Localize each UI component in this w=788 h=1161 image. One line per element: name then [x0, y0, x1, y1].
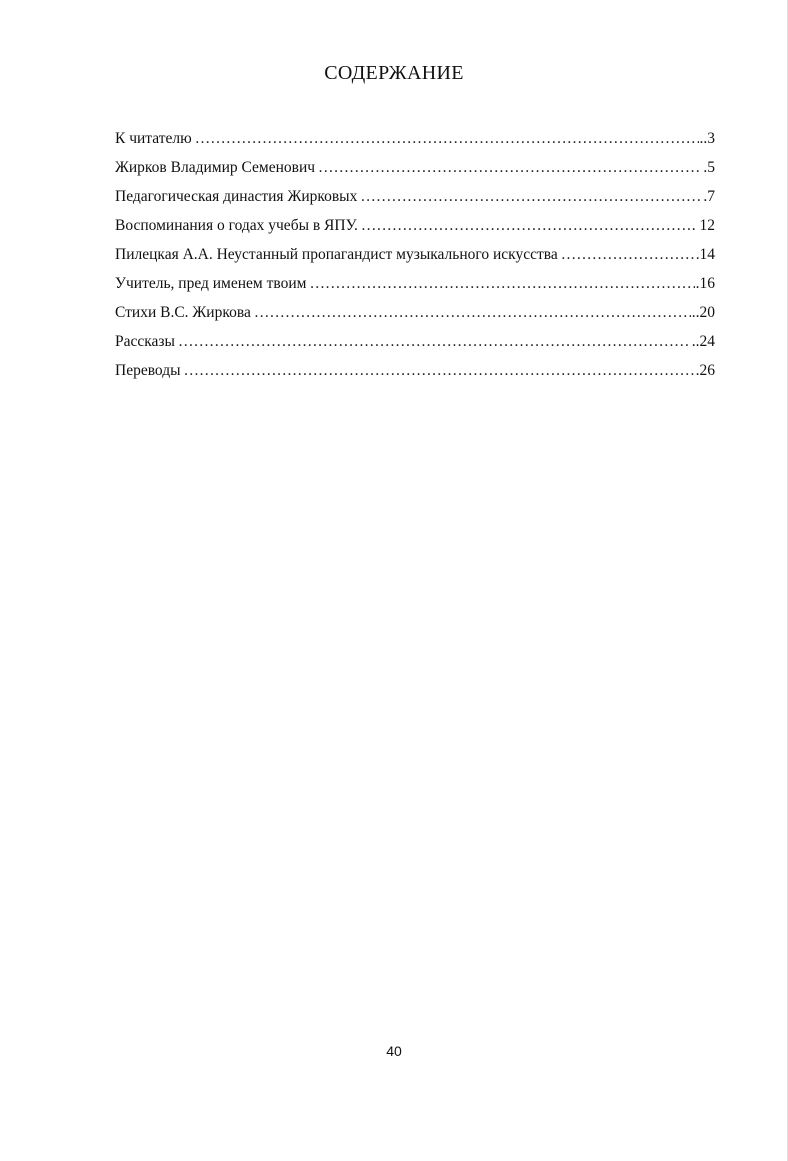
toc-leader-dots	[184, 356, 695, 385]
toc-leader-dots	[254, 298, 691, 327]
toc-entry-page: ..24	[691, 333, 715, 350]
toc-entry	[115, 211, 715, 240]
toc-entry-title: Переводы	[115, 362, 181, 379]
toc-leader-dots	[360, 182, 702, 211]
toc-entry-page: .7	[703, 188, 715, 205]
toc-entry	[115, 356, 715, 385]
toc-entry-title: Воспоминания о годах учебы в ЯПУ.	[115, 217, 358, 234]
toc-entry-page: .5	[703, 159, 715, 176]
toc-entry	[115, 240, 715, 269]
toc-leader-dots	[195, 124, 699, 153]
toc-leader-dots	[178, 327, 691, 356]
toc-entry-title: К читателю	[115, 130, 192, 147]
toc-entry-page: .16	[695, 275, 715, 292]
toc-entry-title: Педагогическая династия Жирковых	[115, 188, 358, 205]
toc-entry-page: .26	[695, 362, 715, 379]
toc-entry	[115, 153, 715, 182]
page-number: 40	[386, 1043, 402, 1059]
toc-heading: СОДЕРЖАНИЕ	[324, 62, 464, 84]
toc-entry-page: . 12	[691, 217, 715, 234]
toc-entry	[115, 269, 715, 298]
toc-entry-title: Стихи В.С. Жиркова	[115, 304, 251, 321]
toc-entry-page: ..20	[691, 304, 715, 321]
toc-entry	[115, 327, 715, 356]
toc-entry	[115, 182, 715, 211]
toc-entry-page: ..3	[699, 130, 715, 147]
toc-leader-dots	[309, 269, 694, 298]
toc-entry-title: Учитель, пред именем твоим	[115, 275, 307, 292]
toc-entry-title: Рассказы	[115, 333, 175, 350]
table-of-contents	[115, 124, 715, 385]
toc-leader-dots	[561, 240, 699, 269]
toc-entry-title: Пилецкая А.А. Неустанный пропагандист музыкального искусства	[115, 246, 558, 263]
toc-leader-dots	[361, 211, 691, 240]
toc-entry-page: 14	[699, 246, 715, 263]
toc-leader-dots	[318, 153, 702, 182]
toc-entry	[115, 298, 715, 327]
toc-entry	[115, 124, 715, 153]
toc-entry-title: Жирков Владимир Семенович	[115, 159, 316, 176]
